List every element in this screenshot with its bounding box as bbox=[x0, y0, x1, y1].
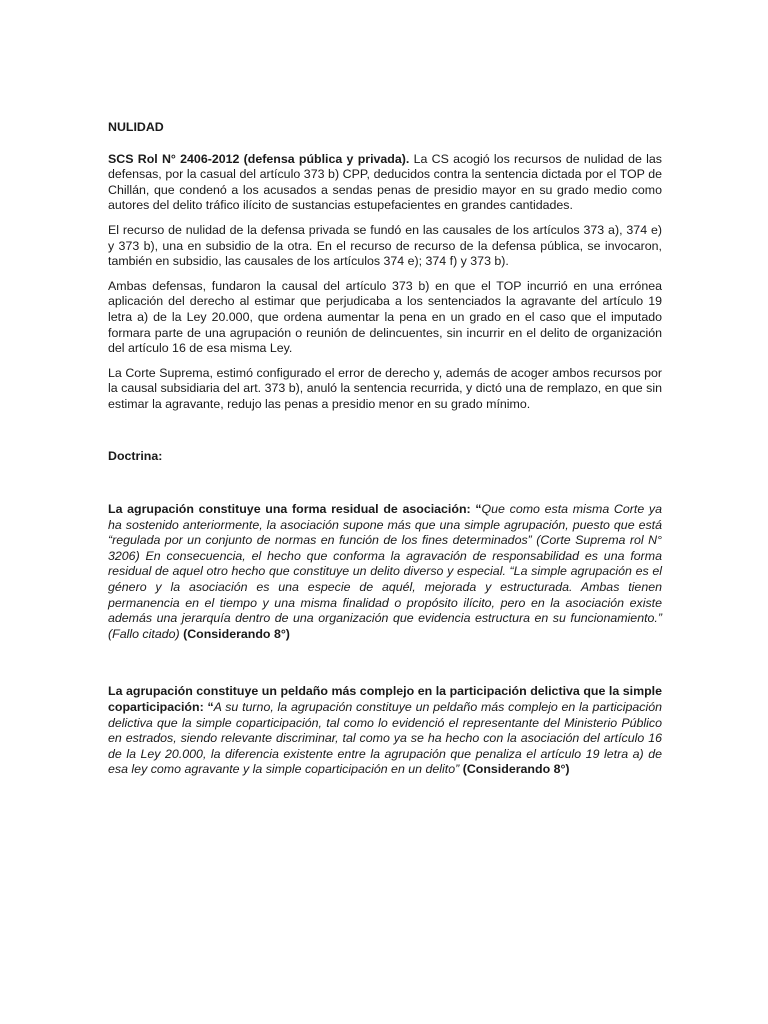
doctrine-paragraph-complex-participation bbox=[108, 684, 662, 778]
doctrine-paragraph-residual-association bbox=[108, 502, 662, 642]
document-title: NULIDAD bbox=[108, 120, 164, 134]
doctrine-heading-2: La agrupación constituye un peldaño más complejo en la participación delictiva que la simple coparticipación: “ bbox=[108, 684, 662, 715]
doctrine-quote-2: A su turno, la agrupación constituye un peldaño más complejo en la participación delictiva que la simple coparticipación, tal como lo evidenció el representante del Ministerio Público en estrados, siendo relevante discriminar, tal como ya se ha hecho con la asociación del artículo 16 de la Ley 20.000, la diferencia existente entre la agrupación que penaliza el artículo 19 letra a) de esa ley como agravante y la simple coparticipación en un delito” bbox=[108, 700, 663, 777]
paragraph-ruling: La Corte Suprema, estimó configurado el error de derecho y, además de acoger ambos recursos por la causal subsidiaria del art. 373 b), anuló la sentencia recurrida, y dictó una de remplazo, en que sin estimar la agravante, redujo las penas a presidio menor en su grado mínimo. bbox=[108, 365, 662, 411]
doctrine-quote-1: Que como esta misma Corte ya ha sostenido anteriormente, la asociación supone más que una simple agrupación, puesto que está “regulada por un conjunto de normas en función de los fines determinados” (Corte Suprema rol N° 3206) En consecuencia, el hecho que conforma la agravación de responsabilidad es una forma residual de aquel otro hecho que constituye un delito diverso y especial. “La simple agrupación es el género y la asociación es una especie de aquél, mejorada y estructurada. Ambas tienen permanencia en el tiempo y una misma finalidad o propósito ilícito, pero en la asociación existe además una jerarquía dentro de una organización que evidencia estructura en su funcionamiento.” (Fallo citado) bbox=[108, 502, 662, 641]
doctrine-citation-2: (Considerando 8°) bbox=[459, 762, 570, 777]
paragraph-case-summary bbox=[108, 152, 662, 214]
document-page bbox=[108, 120, 662, 778]
case-summary-text: La CS acogió los recursos de nulidad de las defensas, por la casual del artículo 373 b) CPP, deducidos contra la sentencia dictada por el TOP de Chillán, que condenó a los acusados a sendas penas de presidio mayor en su grado medio como autores del delito tráfico ilícito de sustancias estupefacientes en grandes cantidades. bbox=[108, 151, 662, 213]
case-citation: SCS Rol N° 2406-2012 (defensa pública y privada). bbox=[108, 151, 410, 166]
paragraph-grounds: El recurso de nulidad de la defensa privada se fundó en las causales de los artículos 373 a), 374 e) y 373 b), una en subsidio de la otra. En el recurso de recurso de la defensa pública, se invocaron, también en subsidio, las causales de los artículos 374 e); 374 f) y 373 b). bbox=[108, 222, 662, 269]
paragraph-defense-argument: Ambas defensas, fundaron la causal del artículo 373 b) en que el TOP incurrió en una errónea aplicación del derecho al estimar que perjudicaba a los sentenciados la agravante del artículo 19 letra a) de la Ley 20.000, que ordena aumentar la pena en un grado en el caso que el imputado formara parte de una agrupación o reunión de delincuentes, sin incurrir en el delito de organización del artículo 16 de esa misma Ley. bbox=[108, 278, 662, 356]
doctrine-heading-1: La agrupación constituye una forma residual de asociación: “ bbox=[108, 502, 482, 517]
doctrina-heading: Doctrina: bbox=[108, 448, 163, 463]
doctrine-citation-1: (Considerando 8°) bbox=[183, 626, 290, 641]
